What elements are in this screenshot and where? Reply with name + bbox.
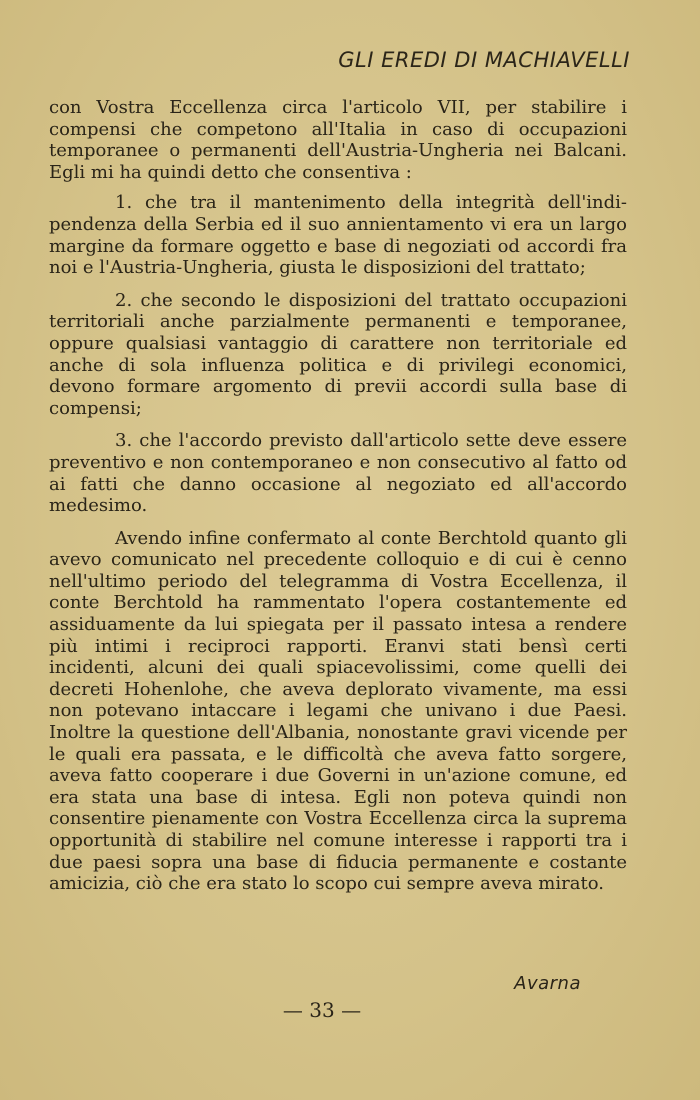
running-head: GLI EREDI DI MACHIAVELLI [338, 48, 630, 72]
signature: Avarna [514, 973, 581, 994]
list-item-2: 2. che secondo le disposizioni del trattato occupazioni territoriali anche parzialmente permanenti e temporanee, oppure qualsiasi vantaggio di carattere non territoriale ed anche di sola influenza politica e di privilegi economici, devono formare argomento di previi accordi sulla base di compensi; [49, 289, 627, 419]
list-item-3: 3. che l'accordo previsto dall'articolo sette deve essere preventivo e non contemporaneo e non consecutivo al fatto od ai fatti che danno occasione al negoziato ed all'accordo medesimo. [49, 430, 627, 517]
body-text [49, 97, 627, 895]
paragraph-closing: Avendo infine confermato al conte Berchtold quanto gli avevo comunicato nel precedente colloquio e di cui è cenno nell'ultimo periodo del telegramma di Vostra Eccellenza, il conte Berchtold ha rammentato l'opera costantemente ed assiduamente da lui spiegata per il passato intesa a rendere più intimi i reciproci rapporti. Eranvi stati bensì certi incidenti, alcuni dei quali spiacevolissimi, come quelli dei decreti Hohenlohe, che aveva deplorato vivamente, ma essi non potevano intaccare i legami che univano i due Paesi. Inoltre la questione dell'Albania, nonostante gravi vicende per le quali era passata, e le difficoltà che aveva fatto sorgere, aveva fatto cooperare i due Governi in un'azione comune, ed era stata una base di intesa. Egli non poteva quindi non consentire pienamente con Vostra Eccellenza circa la suprema opportunità di stabilire nel comune interesse i rapporti tra i due paesi sopra una base di fiducia permanente e costante amicizia, ciò che era stato lo scopo cui sempre aveva mirato. [49, 527, 627, 895]
list-item-1: 1. che tra il mantenimento della integrità dell'indipendenza della Serbia ed il suo annientamento vi era un largo margine da formare oggetto e base di negoziati od accordi fra noi e l'Austria-Ungheria, giusta le disposizioni del trattato; [49, 192, 627, 279]
page-number: — 33 — [282, 998, 362, 1022]
paragraph-continuation: con Vostra Eccellenza circa l'articolo VII, per stabilire i compensi che competono all'Italia in caso di occupazioni temporanee o permanenti dell'Austria-Ungheria nei Balcani. Egli mi ha quindi detto che consentiva : [49, 97, 627, 183]
